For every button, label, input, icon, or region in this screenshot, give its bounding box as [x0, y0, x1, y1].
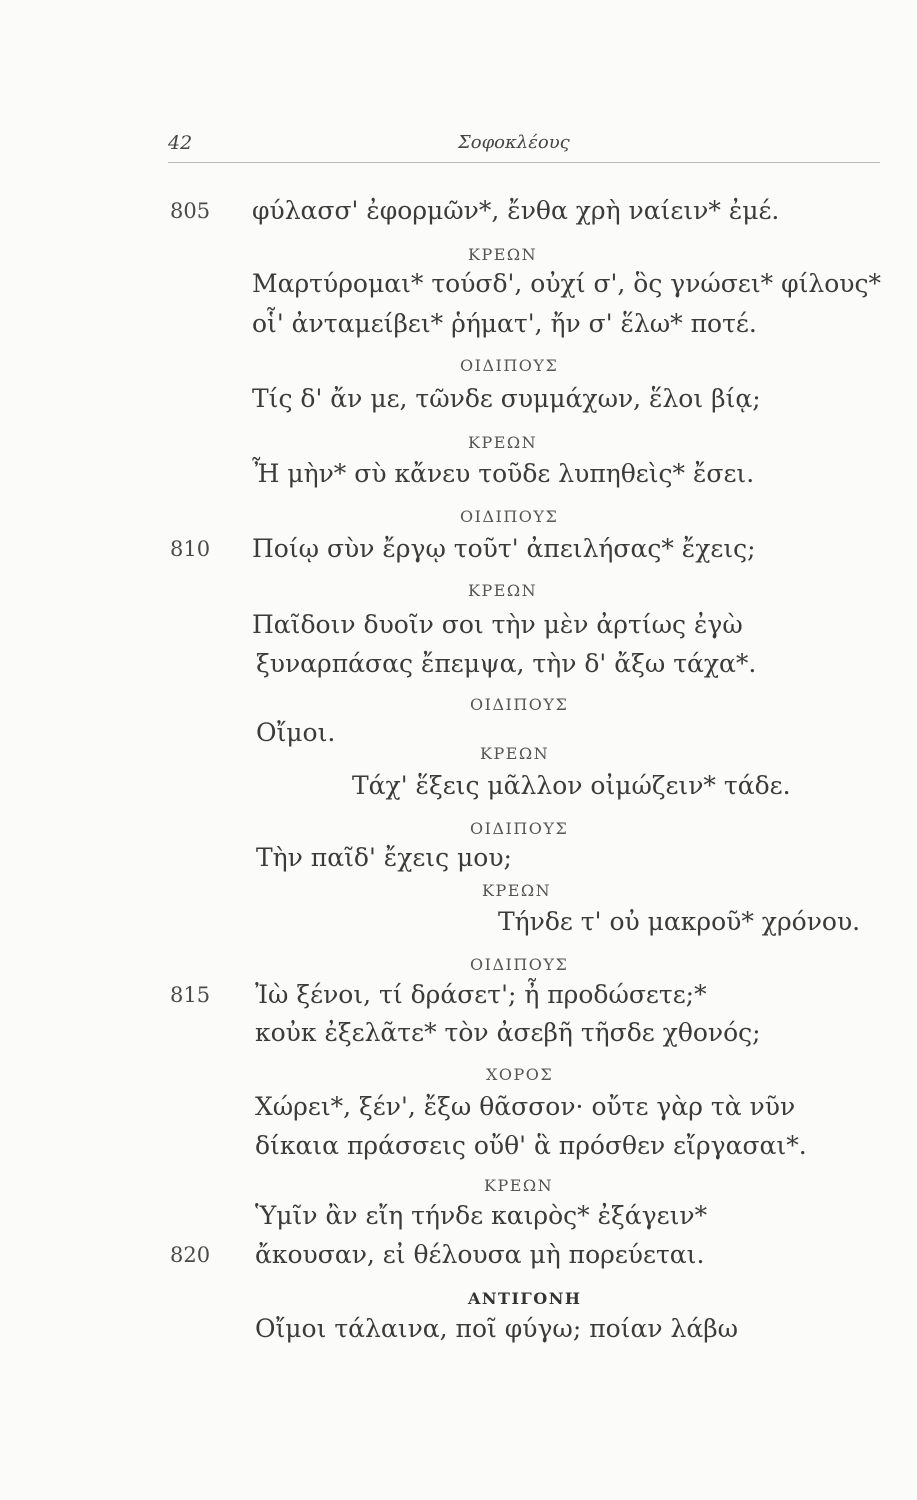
speaker-heading — [0, 1175, 917, 1197]
speaker-name: ΚΡΕΩΝ — [468, 245, 538, 264]
verse-line — [0, 907, 917, 937]
speaker-name: ΚΡΕΩΝ — [468, 433, 538, 452]
verse-line — [0, 771, 917, 801]
verse-text: Οἴμοι τάλαινα, ποῖ φύγω; ποίαν λάβω — [255, 1314, 739, 1343]
speaker-name: ΟΙΔΙΠΟΥΣ — [460, 356, 559, 375]
speaker-name: ΚΡΕΩΝ — [482, 881, 552, 900]
verse-text: Χώρει*, ξέν', ἔξω θᾶσσον· οὔτε γὰρ τὰ νῦν — [255, 1092, 796, 1121]
verse-line — [0, 1018, 917, 1048]
verse-text: ξυναρπάσας ἔπεμψα, τὴν δ' ἄξω τάχα*. — [256, 649, 757, 678]
verse-line — [0, 459, 917, 489]
speaker-name: ΚΡΕΩΝ — [480, 744, 550, 763]
speaker-heading — [0, 1288, 917, 1310]
line-number: 805 — [170, 199, 211, 223]
line-number: 810 — [170, 537, 211, 561]
verse-line — [0, 384, 917, 414]
speaker-name: ΚΡΕΩΝ — [484, 1176, 554, 1195]
verse-text: Τάχ' ἕξεις μᾶλλον οἰμώζειν* τάδε. — [352, 771, 791, 800]
verse-text: οἷ' ἀνταμείβει* ῥήματ', ἤν σ' ἕλω* ποτέ. — [252, 309, 757, 338]
verse-text: Ὑμῖν ἂν εἴη τήνδε καιρὸς* ἐξάγειν* — [255, 1201, 708, 1230]
line-number: 815 — [170, 983, 211, 1007]
page-header — [168, 132, 880, 162]
speaker-heading — [0, 355, 917, 377]
verse-text: Τίς δ' ἄν με, τῶνδε συμμάχων, ἕλοι βίᾳ; — [252, 384, 761, 413]
verse-line — [0, 269, 917, 299]
verse-line — [0, 534, 917, 564]
verse-line — [0, 649, 917, 679]
verse-text: Παῖδοιν δυοῖν σοι τὴν μὲν ἀρτίως ἐγὼ — [252, 610, 743, 639]
verse-text: Ποίῳ σὺν ἔργῳ τοῦτ' ἀπειλήσας* ἔχεις; — [252, 534, 756, 563]
speaker-heading — [0, 954, 917, 976]
verse-line — [0, 843, 917, 873]
speaker-heading — [0, 694, 917, 716]
speaker-heading — [0, 244, 917, 266]
page-number: 42 — [168, 132, 193, 154]
verse-line — [0, 1201, 917, 1231]
verse-text: δίκαια πράσσεις οὔθ' ἃ πρόσθεν εἴργασαι*. — [255, 1131, 807, 1160]
speaker-name: ΟΙΔΙΠΟΥΣ — [460, 507, 559, 526]
line-number: 820 — [170, 1243, 211, 1267]
verse-text: Μαρτύρομαι* τούσδ', οὐχί σ', ὃς γνώσει* φίλους* — [252, 269, 881, 298]
speaker-heading — [0, 506, 917, 528]
speaker-name: ΚΡΕΩΝ — [468, 581, 538, 600]
verse-line — [0, 1240, 917, 1270]
speaker-name: ΟΙΔΙΠΟΥΣ — [470, 819, 569, 838]
speaker-heading — [0, 818, 917, 840]
verse-text: κοὐκ ἐξελᾶτε* τὸν ἀσεβῆ τῆσδε χθονός; — [255, 1018, 761, 1047]
speaker-heading — [0, 743, 917, 765]
speaker-heading — [0, 880, 917, 902]
speaker-name: ΧΟΡΟΣ — [486, 1065, 554, 1084]
verse-line — [0, 196, 917, 226]
verse-text: Τὴν παῖδ' ἔχεις μου; — [256, 843, 512, 872]
verse-text: Ἦ μὴν* σὺ κἄνευ τοῦδε λυπηθεὶς* ἔσει. — [252, 459, 755, 488]
verse-line — [0, 980, 917, 1010]
verse-text: φύλασσ' ἐφορμῶν*, ἔνθα χρὴ ναίειν* ἐμέ. — [252, 196, 780, 225]
verse-text: Ἰὼ ξένοι, τί δράσετ'; ἦ προδώσετε;* — [255, 980, 707, 1009]
speaker-name: ΟΙΔΙΠΟΥΣ — [470, 955, 569, 974]
running-title: Σοφοκλέους — [458, 132, 570, 153]
verse-line — [0, 1314, 917, 1344]
speaker-heading — [0, 580, 917, 602]
verse-line — [0, 1092, 917, 1122]
verse-line — [0, 309, 917, 339]
speaker-heading — [0, 432, 917, 454]
verse-text: Οἴμοι. — [256, 718, 336, 747]
speaker-heading — [0, 1064, 917, 1086]
verse-line — [0, 1131, 917, 1161]
speaker-name: ΑΝΤΙΓΟΝΗ — [468, 1289, 582, 1308]
verse-text: Τήνδε τ' οὐ μακροῦ* χρόνου. — [498, 907, 861, 936]
verse-text: ἄκουσαν, εἰ θέλουσα μὴ πορεύεται. — [255, 1240, 705, 1269]
speaker-name: ΟΙΔΙΠΟΥΣ — [470, 695, 569, 714]
header-rule — [168, 162, 880, 163]
verse-line — [0, 610, 917, 640]
